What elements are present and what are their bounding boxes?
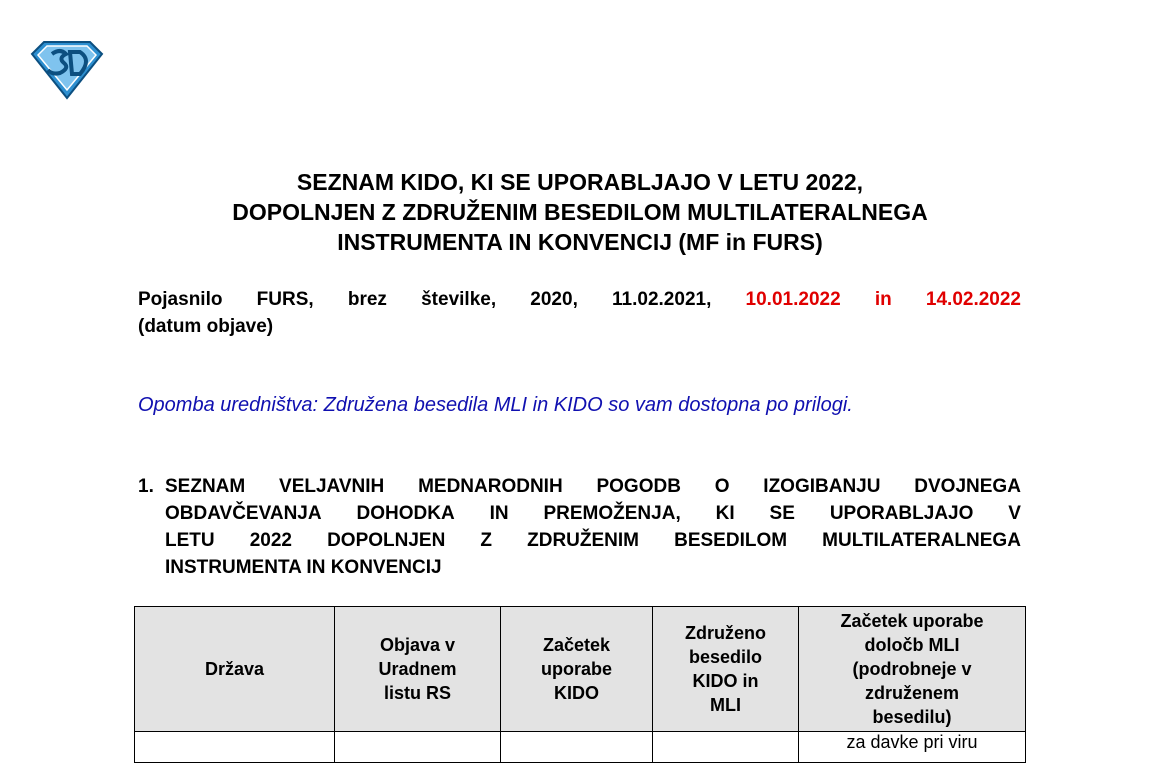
table-cell [335, 732, 501, 763]
section-line-1 [165, 473, 1021, 500]
header-text: uporabe [540, 659, 612, 679]
table-row [135, 732, 1026, 763]
section-word: IZOGIBANJU [763, 476, 881, 497]
source-word: 11.02.2021, [612, 289, 712, 310]
section-heading-1 [138, 473, 1021, 581]
header-text: Združeno [685, 623, 766, 643]
sd-logo-icon [30, 40, 104, 100]
section-word: KI [715, 503, 735, 524]
source-word: Pojasnilo [138, 289, 223, 310]
header-combined-text [653, 607, 799, 732]
section-line-2 [165, 500, 1021, 527]
source-date-highlight: 10.01.2022 [745, 289, 841, 310]
header-text: Uradnem [378, 659, 457, 679]
section-word: DOHODKA [356, 503, 455, 524]
editorial-note: Opomba uredništva: Združena besedila MLI in KIDO so vam dostopna po prilogi. [138, 394, 853, 416]
section-word: V [1008, 503, 1021, 524]
section-word: Z [480, 530, 493, 551]
section-word: IN [489, 503, 509, 524]
table-header-row [135, 607, 1026, 732]
document-title [130, 167, 1030, 257]
table-cell [135, 732, 335, 763]
header-text: določb MLI [864, 635, 960, 655]
section-word: 2022 [249, 530, 292, 551]
section-line-3 [165, 527, 1021, 554]
section-word: LETU [165, 530, 215, 551]
title-line-3: INSTRUMENTA IN KONVENCIJ (MF in FURS) [337, 229, 823, 255]
header-text: KIDO in [692, 671, 759, 691]
section-word: MULTILATERALNEGA [822, 530, 1021, 551]
section-word: BESEDILOM [674, 530, 788, 551]
header-country [135, 607, 335, 732]
header-kido-start [501, 607, 653, 732]
source-word-highlight: in [874, 289, 892, 310]
section-line-4: INSTRUMENTA IN KONVENCIJ [165, 557, 442, 578]
header-text: besedilo [688, 647, 763, 667]
section-word: MEDNARODNIH [418, 476, 563, 497]
table-cell [653, 732, 799, 763]
header-text: besedilu) [872, 707, 952, 727]
header-official-gazette [335, 607, 501, 732]
header-text: (podrobneje v [852, 659, 972, 679]
header-text: listu RS [383, 683, 451, 703]
section-word: SEZNAM [165, 476, 246, 497]
section-word: DVOJNEGA [914, 476, 1021, 497]
section-number: 1. [138, 476, 154, 497]
header-text: združenem [864, 683, 960, 703]
kido-table [134, 606, 1026, 763]
header-text: Objava v [379, 635, 456, 655]
header-text: Začetek uporabe [840, 611, 984, 631]
title-line-1: SEZNAM KIDO, KI SE UPORABLJAJO V LETU 2022, [296, 169, 864, 195]
source-word: brez [347, 289, 387, 310]
header-mli-start [799, 607, 1026, 732]
section-word: DOPOLNJEN [327, 530, 446, 551]
section-word: ZDRUŽENIM [527, 530, 640, 551]
source-word: številke, [421, 289, 497, 310]
source-word: 2020, [530, 289, 578, 310]
section-word: OBDAVČEVANJA [165, 503, 322, 524]
section-word: VELJAVNIH [279, 476, 385, 497]
source-line-2: (datum objave) [138, 316, 274, 337]
source-reference [138, 286, 1021, 340]
title-line-2: DOPOLNJEN Z ZDRUŽENIM BESEDILOM MULTILATERALNEGA [232, 199, 928, 225]
header-text: MLI [710, 695, 741, 715]
section-word: SE [769, 503, 795, 524]
table-cell [501, 732, 653, 763]
source-word: FURS, [256, 289, 314, 310]
section-word: POGODB [596, 476, 681, 497]
header-text: KIDO [554, 683, 599, 703]
section-word: UPORABLJAJO [829, 503, 974, 524]
source-line-1 [138, 286, 1021, 313]
header-text: Začetek [542, 635, 611, 655]
section-word: O [714, 476, 730, 497]
section-word: PREMOŽENJA, [543, 503, 681, 524]
source-date-highlight: 14.02.2022 [925, 289, 1021, 310]
table-cell: za davke pri viru [799, 732, 1026, 763]
header-text: Država [204, 659, 265, 679]
